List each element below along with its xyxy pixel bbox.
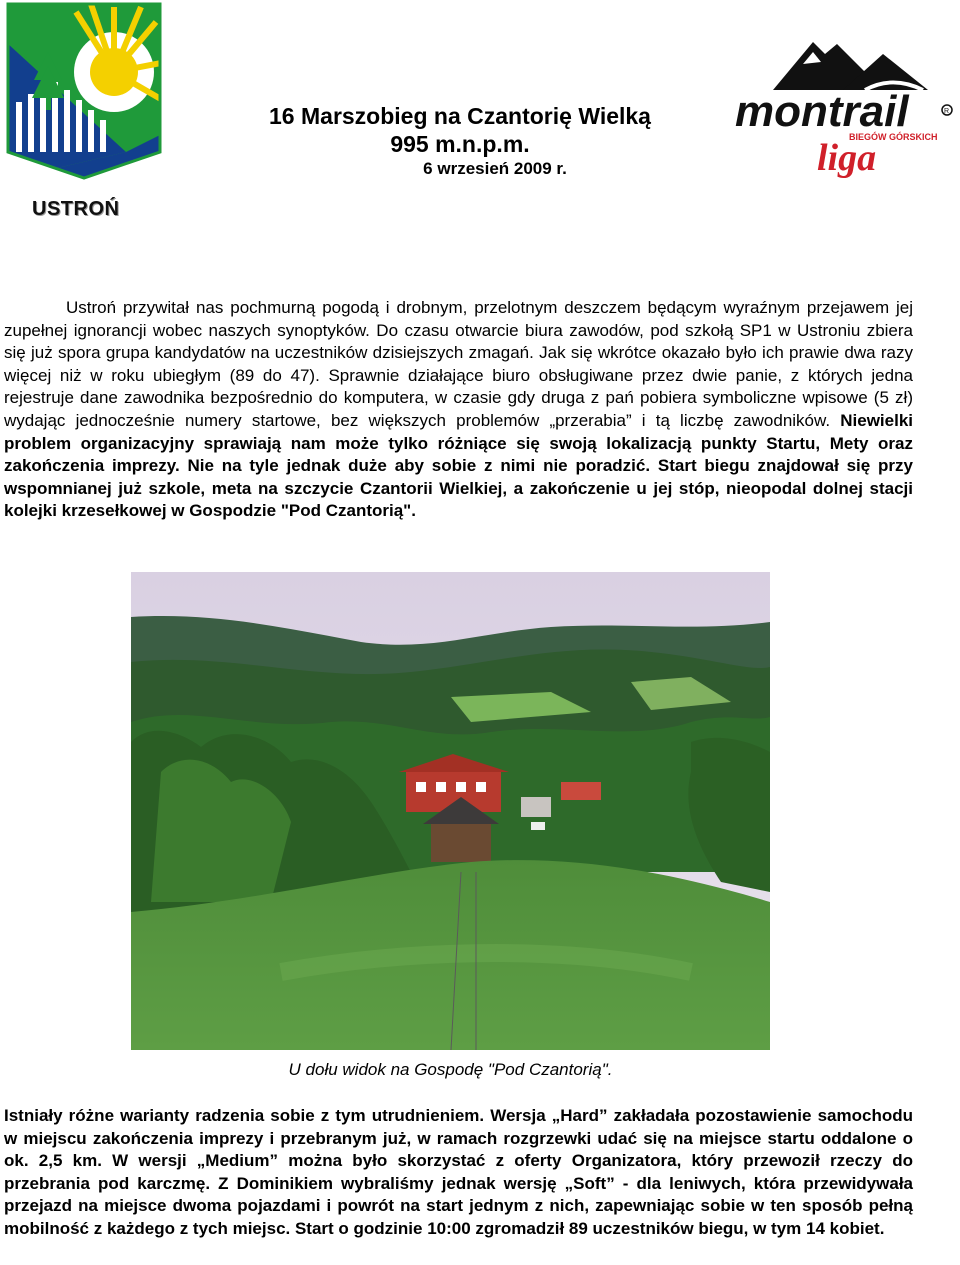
title-line-2: 995 m.n.p.m.	[390, 131, 530, 157]
event-date: 6 wrzesień 2009 r.	[423, 159, 567, 178]
montrail-liga-logo	[733, 34, 955, 184]
document-header	[180, 102, 740, 180]
montrail-brand: montrail	[735, 87, 909, 136]
intro-paragraph	[4, 297, 913, 523]
landscape-photo	[131, 572, 770, 1050]
photo-caption: U dołu widok na Gospodę "Pod Czantorią".	[288, 1060, 613, 1079]
title-line-1: 16 Marszobieg na Czantorię Wielką	[269, 103, 651, 129]
svg-text:R: R	[944, 108, 950, 115]
liga-brand: liga	[817, 137, 877, 179]
ustron-coat-of-arms-logo	[6, 2, 162, 180]
liga-tagline: BIEGÓW GÓRSKICH	[849, 132, 938, 142]
intro-bold-text: Niewielki problem organizacyjny sprawiają nam może tylko różniące się swoją lokalizacją punkty Startu, Mety oraz zakończenia imprezy. Nie na tyle jednak duże aby sobie z nimi nie poradzić. Start biegu znajdował się przy wspomnianej już szkole, meta na szczycie Czantorii Wielkiej, a zakończenie u jej stóp, nieopodal dolnej stacji kolejki krzesełkowej w Gospodzie "Pod Czantorią".	[4, 410, 913, 521]
intro-text: Ustroń przywitał nas pochmurną pogodą i drobnym, przelotnym deszczem będącym wyraźnym przejawem jej zupełnej ignorancji wobec naszych synoptyków. Do czasu otwarcie biura zawodów, pod szkołą SP1 w Ustroniu zbiera się już spora grupa kandydatów na uczestników dzisiejszych zmagań. Jak się wkrótce okazało było ich prawie dwa razy więcej niż w roku ubiegłym (89 do 47). Sprawnie działające biuro obsługiwane przez dwie panie, z których jedna rejestruje dane zawodnika bezpośrednio do komputera, w czasie gdy druga z pań pobiera symboliczne wpisowe (5 zł) wydając jednocześnie numery startowe, bez większych problemów „przerabia” i tą liczbę zawodników.	[4, 298, 913, 430]
variants-paragraph: Istniały różne warianty radzenia sobie z tym utrudnieniem. Wersja „Hard” zakładała pozostawienie samochodu w miejscu zakończenia imprezy i przebranym już, w ramach rozgrzewki udać się na miejsce startu oddalone o ok. 2,5 km. W wersji „Medium” można było skorzystać z oferty Organizatora, który przewoził rzeczy do przebrania pod karczmę. Z Dominikiem wybraliśmy jednak wersję „Soft” - dla leniwych, która przewidywała przejazd na miejsce dwoma pojazdami i powrót na start jednym z nich, zapewniając sobie w ten sposób pełną mobilność z każdego z tych miejsc. Start o godzinie 10:00 zgromadził 89 uczestników biegu, w tym 14 kobiet.	[4, 1106, 913, 1238]
ustron-label: USTROŃ	[32, 198, 120, 220]
